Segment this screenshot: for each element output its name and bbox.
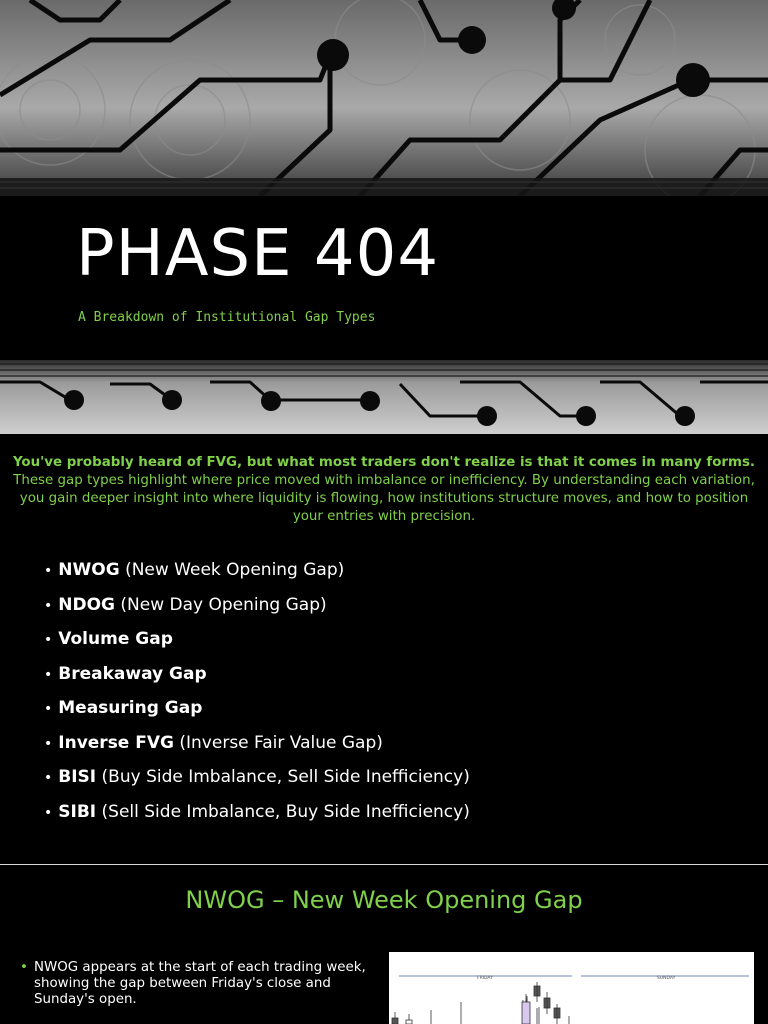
list-item: • Breakaway Gap [44, 663, 207, 684]
circuit-banner-top [0, 0, 768, 196]
nwog-bullet-point [18, 960, 374, 1008]
sunday-label: SUNDAY [657, 976, 676, 981]
bullet-icon: • [44, 597, 53, 614]
friday-label: FRIDAY [477, 976, 493, 981]
bullet-icon: • [44, 770, 53, 786]
list-item: • Volume Gap [44, 629, 173, 649]
intro-body: These gap types highlight where price moved with imbalance or inefficiency. By understanding each variation, you gain deeper insight into where liquidity is flowing, how institutions structure moves, and how to position your entries with precision. [13, 473, 755, 524]
bullet-icon: • [44, 804, 53, 821]
intro-lead: You've probably heard of FVG, but what most traders don't realize is that it comes in many forms. [12, 455, 756, 470]
bullet-icon: • [44, 701, 53, 717]
bullet-icon: • [44, 666, 53, 683]
section-divider [0, 864, 768, 865]
gap-types-list [44, 558, 470, 834]
circuit-strip-image [0, 360, 768, 434]
nwog-point-text: NWOG appears at the start of each trading week, showing the gap between Friday's close and Sunday's open. [34, 960, 366, 1007]
list-item: • Inverse FVG (Inverse Fair Value Gap) [44, 732, 383, 753]
list-item: • Measuring Gap [44, 698, 203, 718]
bullet-icon: • [44, 735, 53, 752]
intro-paragraph [10, 454, 758, 526]
list-item: • BISI (Buy Side Imbalance, Sell Side Inefficiency) [44, 767, 470, 787]
bullet-icon: • [20, 960, 28, 975]
nwog-chart-image [389, 952, 754, 1024]
list-item: • NWOG (New Week Opening Gap) [44, 560, 345, 580]
section-title: NWOG – New Week Opening Gap [185, 886, 583, 914]
circuit-board-image [0, 0, 768, 196]
bullet-icon: • [44, 563, 53, 579]
list-item: • NDOG (New Day Opening Gap) [44, 594, 327, 615]
candlestick-chart [389, 952, 754, 1024]
list-item: • SIBI (Sell Side Imbalance, Buy Side Inefficiency) [44, 801, 470, 822]
bullet-icon: • [44, 632, 53, 648]
page-subtitle: A Breakdown of Institutional Gap Types [78, 310, 376, 325]
page-title: PHASE 404 [76, 217, 440, 291]
circuit-banner-bottom [0, 360, 768, 434]
